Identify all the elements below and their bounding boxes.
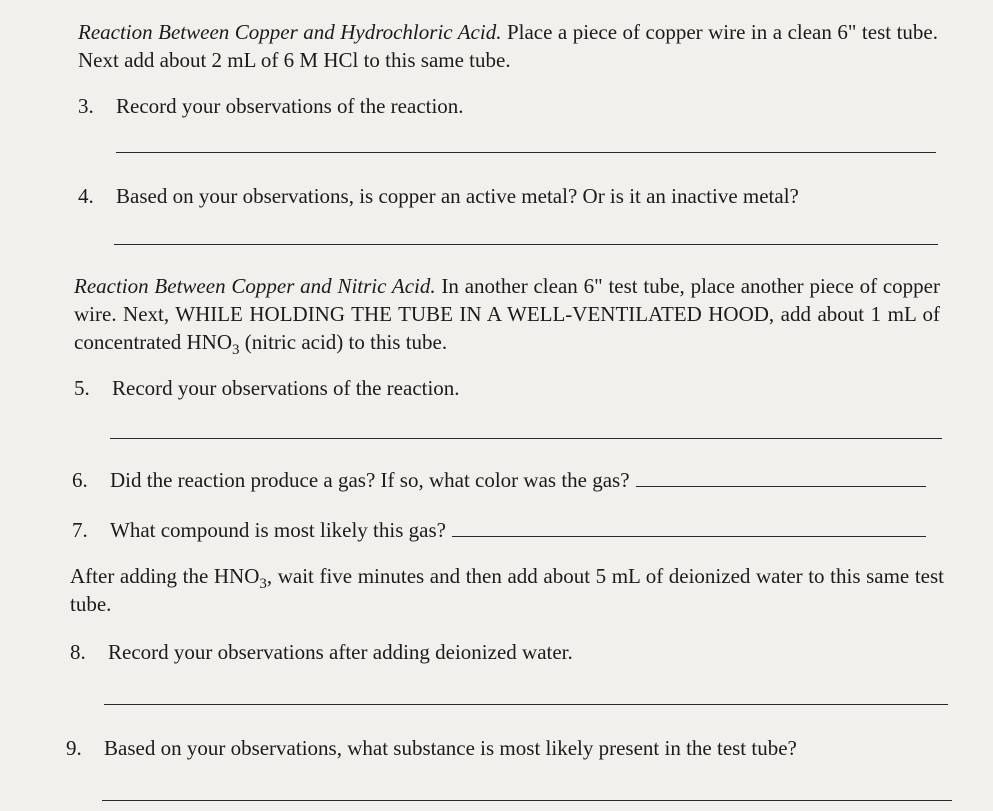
question-5-text: Record your observations of the reaction. — [112, 376, 460, 400]
after-nitric-body-b: , wait five minutes and then add about 5 mL of deionized water to this same test tube. — [70, 564, 944, 616]
question-4-text: Based on your observations, is copper an active metal? Or is it an inactive metal? — [116, 184, 799, 208]
answer-line-4[interactable] — [114, 244, 938, 245]
question-8 — [70, 638, 573, 666]
copper-hcl-instructions — [78, 18, 938, 74]
answer-line-5[interactable] — [110, 438, 942, 439]
question-7 — [72, 516, 926, 544]
question-7-text: What compound is most likely this gas? — [110, 518, 446, 542]
answer-line-6[interactable] — [636, 485, 926, 487]
question-9-text: Based on your observations, what substance is most likely present in the test tube? — [104, 736, 797, 760]
question-6-number: 6. — [72, 468, 88, 492]
question-9 — [66, 734, 797, 762]
copper-hcl-body: Place a piece of copper wire in a clean 6" test tube. Next add about 2 mL of 6 M HCl to this same tube. — [78, 20, 938, 72]
nitric-subscript: 3 — [232, 342, 240, 359]
question-6 — [72, 466, 926, 494]
question-5 — [74, 374, 460, 402]
question-9-number: 9. — [66, 736, 82, 760]
after-nitric-body-a: After adding the HNO — [70, 564, 260, 588]
question-4 — [78, 182, 799, 210]
question-6-text: Did the reaction produce a gas? If so, what color was the gas? — [110, 468, 630, 492]
question-7-number: 7. — [72, 518, 88, 542]
question-8-text: Record your observations after adding deionized water. — [108, 640, 573, 664]
copper-nitric-body-a: In another clean 6" test tube, place another piece of copper wire. Next, WHILE HOLDING THE TUBE IN A WELL-VENTILATED HOOD, add about 1 mL of concentrated HNO — [74, 274, 940, 354]
copper-nitric-instructions — [74, 272, 940, 359]
question-4-number: 4. — [78, 184, 94, 208]
answer-line-7[interactable] — [452, 535, 926, 537]
answer-line-8[interactable] — [104, 704, 948, 705]
copper-nitric-body-b: (nitric acid) to this tube. — [239, 330, 448, 354]
question-3-text: Record your observations of the reaction. — [116, 94, 464, 118]
answer-line-9[interactable] — [102, 800, 952, 801]
question-8-number: 8. — [70, 640, 86, 664]
after-nitric-instructions — [70, 562, 944, 618]
answer-line-3[interactable] — [116, 152, 936, 153]
copper-hcl-heading: Reaction Between Copper and Hydrochloric Acid. — [78, 20, 502, 44]
question-5-number: 5. — [74, 376, 90, 400]
copper-nitric-heading: Reaction Between Copper and Nitric Acid. — [74, 274, 436, 298]
question-3 — [78, 92, 464, 120]
after-nitric-subscript: 3 — [259, 576, 267, 593]
question-3-number: 3. — [78, 94, 94, 118]
